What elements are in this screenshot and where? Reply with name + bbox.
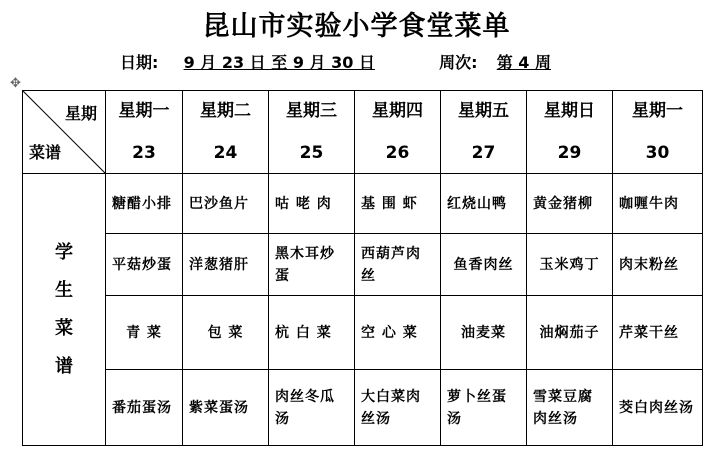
week-label: 周次: [439, 53, 478, 72]
day-date: 24 [213, 143, 238, 163]
student-menu-side-label [23, 174, 106, 446]
dish-cell: 茭白肉丝汤 [613, 370, 703, 446]
dish-cell: 大白菜肉丝汤 [355, 370, 441, 446]
date-label: 日期: [120, 53, 159, 72]
dish-cell: 黄金猪柳 [527, 174, 613, 234]
day-name: 星期二 [200, 101, 251, 121]
dish-cell: 包 菜 [183, 296, 269, 370]
dish-cell: 油焖茄子 [527, 296, 613, 370]
dish-cell: 西葫芦肉丝 [355, 234, 441, 296]
dish-cell: 芹菜干丝 [613, 296, 703, 370]
date-line [120, 50, 551, 73]
day-name: 星期一 [118, 101, 170, 121]
day-header [183, 91, 269, 174]
dish-cell: 紫菜蛋汤 [183, 370, 269, 446]
dish-cell: 番茄蛋汤 [106, 370, 183, 446]
date-range-value: 9 月 23 日 至 9 月 30 日 [183, 53, 375, 72]
corner-cell [23, 91, 106, 174]
dish-cell: 巴沙鱼片 [183, 174, 269, 234]
day-header [269, 91, 355, 174]
menu-title: 昆山市实验小学食堂菜单 [202, 11, 511, 42]
dish-cell: 萝卜丝蛋汤 [441, 370, 527, 446]
dish-cell: 杭 白 菜 [269, 296, 355, 370]
day-name: 星期日 [544, 101, 595, 121]
table-move-handle-icon[interactable]: ✥ [10, 76, 21, 91]
dish-cell: 雪菜豆腐肉丝汤 [527, 370, 613, 446]
day-date: 29 [557, 143, 582, 163]
dish-cell: 玉米鸡丁 [527, 234, 613, 296]
day-header [441, 91, 527, 174]
day-date: 27 [471, 143, 496, 163]
table-row [23, 296, 703, 370]
week-value: 第 4 周 [496, 53, 551, 72]
dish-cell: 空 心 菜 [355, 296, 441, 370]
day-header [355, 91, 441, 174]
day-date: 26 [385, 143, 410, 163]
dish-cell: 肉丝冬瓜汤 [269, 370, 355, 446]
day-name: 星期五 [458, 101, 509, 121]
day-name: 星期三 [286, 101, 337, 121]
day-name: 星期四 [372, 101, 423, 121]
side-label-char: 菜 [55, 317, 73, 339]
dish-cell: 糖醋小排 [106, 174, 183, 234]
dish-cell: 油麦菜 [441, 296, 527, 370]
corner-menu-label: 菜谱 [29, 143, 62, 162]
dish-cell: 青 菜 [106, 296, 183, 370]
day-header [527, 91, 613, 174]
day-date: 30 [645, 143, 670, 163]
side-label-char: 生 [55, 279, 73, 301]
day-date: 25 [299, 143, 324, 163]
menu-table [22, 90, 703, 446]
dish-cell: 鱼香肉丝 [441, 234, 527, 296]
side-label-char: 谱 [55, 355, 73, 377]
dish-cell: 红烧山鸭 [441, 174, 527, 234]
day-header [613, 91, 703, 174]
table-row [23, 370, 703, 446]
dish-cell: 洋葱猪肝 [183, 234, 269, 296]
dish-cell: 基 围 虾 [355, 174, 441, 234]
table-row [23, 174, 703, 234]
day-header [106, 91, 183, 174]
dish-cell: 黑木耳炒蛋 [269, 234, 355, 296]
day-date: 23 [132, 143, 156, 163]
corner-weekday-label: 星期 [64, 104, 97, 123]
dish-cell: 肉末粉丝 [613, 234, 703, 296]
table-row [23, 234, 703, 296]
dish-cell: 咖喱牛肉 [613, 174, 703, 234]
day-name: 星期一 [632, 101, 683, 121]
dish-cell: 咕 咾 肉 [269, 174, 355, 234]
side-label-char: 学 [55, 241, 73, 263]
dish-cell: 平菇炒蛋 [106, 234, 183, 296]
header-row [23, 91, 703, 174]
